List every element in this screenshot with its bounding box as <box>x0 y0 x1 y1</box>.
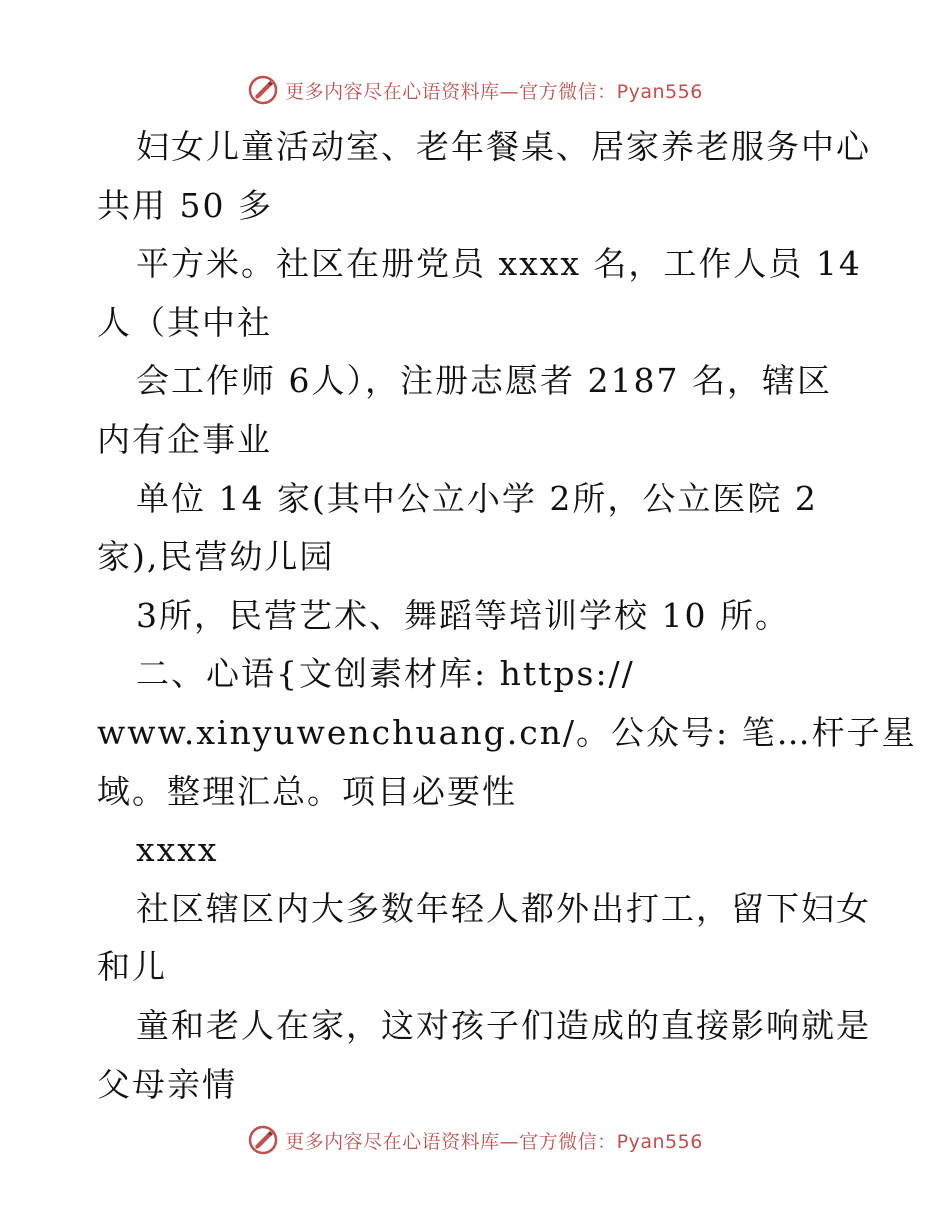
seal-pen-logo-icon <box>247 74 279 106</box>
body-line: 内有企事业 <box>97 419 272 459</box>
seal-pen-logo-icon <box>247 1124 279 1156</box>
body-line: 会工作师 6人），注册志愿者 2187 名，辖区 <box>136 361 832 401</box>
body-line: 共用 50 多 <box>97 185 273 225</box>
body-line: 3所，民营艺术、舞蹈等培训学校 10 所。 <box>136 595 790 635</box>
body-line: 二、心语{文创素材库: https:// <box>136 654 635 694</box>
body-line: 童和老人在家，这对孩子们造成的直接影响就是 <box>136 1005 871 1045</box>
document-body <box>97 118 917 1114</box>
body-line: 域。整理汇总。项目必要性 <box>97 771 517 811</box>
header-watermark-banner <box>0 70 950 110</box>
body-line: 平方米。社区在册党员 xxxx 名，工作人员 14 <box>136 244 862 284</box>
body-line: 家),民营幼儿园 <box>97 537 335 577</box>
body-line: www.xinyuwenchuang.cn/。公众号: 笔…杆子星 <box>97 712 917 752</box>
body-line: 单位 14 家(其中公立小学 2所，公立医院 2 <box>136 478 818 518</box>
header-watermark-text: 更多内容尽在心语资料库—官方微信：Pyan556 <box>285 80 703 103</box>
body-line: 人（其中社 <box>97 302 272 342</box>
body-line: 和儿 <box>97 947 167 987</box>
footer-watermark-banner <box>0 1120 950 1160</box>
body-line: 父母亲情 <box>97 1064 237 1104</box>
body-line: xxxx <box>136 830 219 870</box>
body-line: 社区辖区内大多数年轻人都外出打工，留下妇女 <box>136 888 871 928</box>
body-line: 妇女儿童活动室、老年餐桌、居家养老服务中心 <box>136 127 871 166</box>
footer-watermark-text: 更多内容尽在心语资料库—官方微信：Pyan556 <box>285 1130 703 1153</box>
